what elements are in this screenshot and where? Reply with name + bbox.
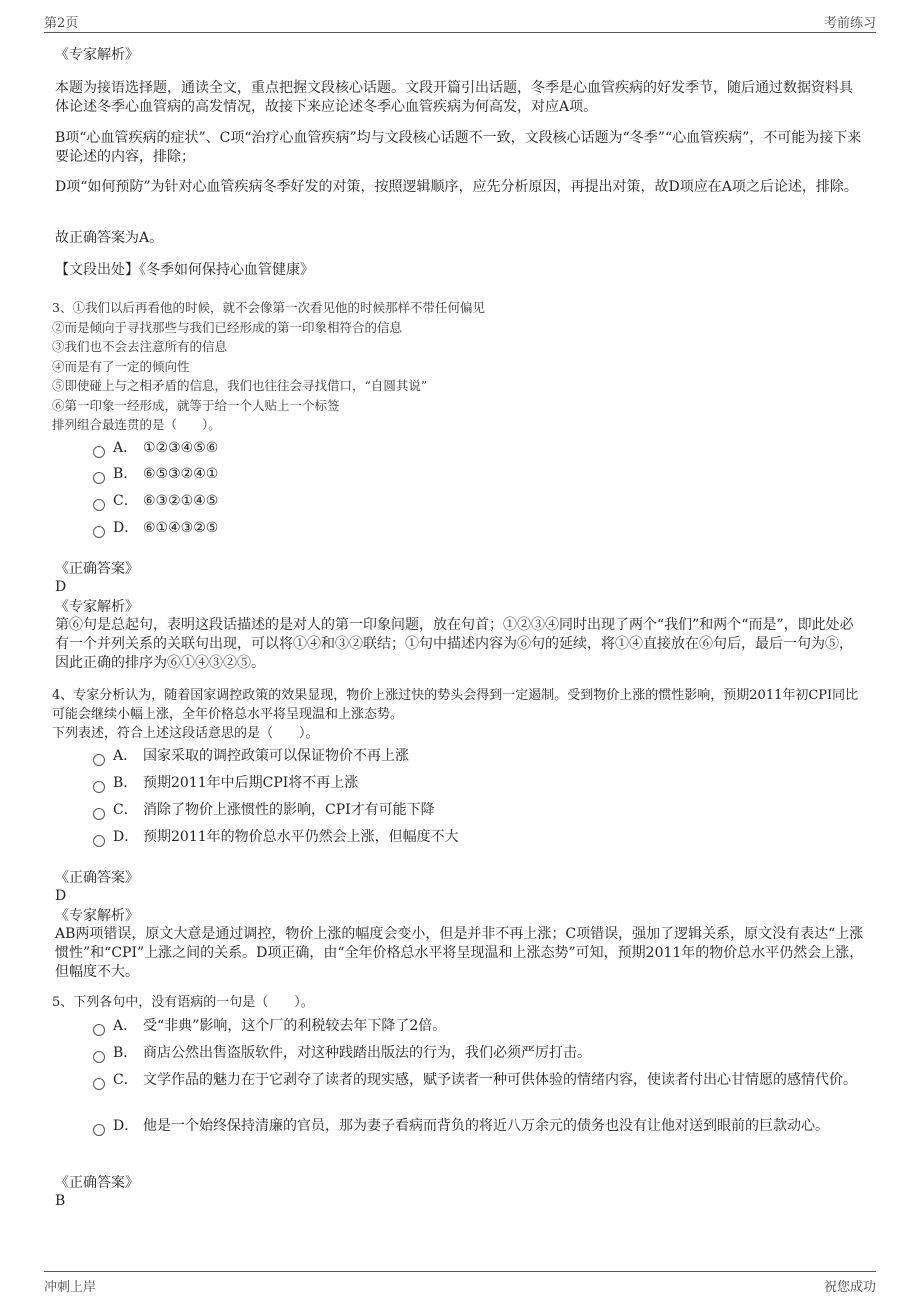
radio-icon[interactable] <box>93 1024 105 1036</box>
q3-stem-line: 3、①我们以后再看他的时候，就不会像第一次看见他的时候那样不带任何偏见 <box>52 300 485 315</box>
radio-icon[interactable] <box>93 472 105 484</box>
q4-option-c[interactable]: C． 消除了物价上涨惯性的影响，CPI才有可能下降 <box>93 799 863 821</box>
q4-option-a[interactable]: A． 国家采取的调控政策可以保证物价不再上涨 <box>93 745 863 767</box>
q5-option-b[interactable]: B． 商店公然出售盗版软件，对这种践踏出版法的行为，我们必须严厉打击。 <box>93 1042 863 1064</box>
q5-answer-label: 《正确答案》 <box>55 1175 139 1191</box>
q3-option-c[interactable]: C． ⑥③②①④⑤ <box>93 490 863 512</box>
q4-analysis: AB两项错误，原文大意是通过调控，物价上涨的幅度会变小，但是并非不再上涨；C项错误，强加了逻辑关系，原文没有表达“上涨惯性”和“CPI”上涨之间的关系。D项正确，由“全年价格总水平将呈现温和上涨态势”可知，预期2011年的物价总水平仍然会上涨，但幅度不大。 <box>55 926 864 980</box>
radio-icon[interactable] <box>93 1124 105 1136</box>
radio-icon[interactable] <box>93 835 105 847</box>
page-header <box>44 12 876 33</box>
q3-option-b[interactable]: B． ⑥⑤③②④① <box>93 463 863 485</box>
q3-stem-line: ③我们也不会去注意所有的信息 <box>52 339 228 354</box>
q2-analysis-p1: 本题为接语选择题，通读全文，重点把握文段核心话题。文段开篇引出话题，冬季是心血管疾病的好发季节，随后通过数据资料具体论述冬季心血管病的高发情况，故接下来应论述冬季心血管疾病为何高发，对应A项。 <box>55 80 853 115</box>
q3-answer: D <box>55 579 67 595</box>
q3-analysis-label: 《专家解析》 <box>55 599 139 615</box>
q3-stem-line: ②而是倾向于寻找那些与我们已经形成的第一印象相符合的信息 <box>52 319 403 335</box>
footer-left-text: 冲刺上岸 <box>44 1280 97 1295</box>
q2-source: 【文段出处】《冬季如何保持心血管健康》 <box>55 262 314 278</box>
q3-stem <box>52 298 862 435</box>
q4-answer-label: 《正确答案》 <box>55 870 139 886</box>
q3-analysis: 第⑥句是总起句，表明这段话描述的是对人的第一印象问题，放在句首；①②③④同时出现了两个“我们”和两个“而是”，即此处必有一个并列关系的关联句出现，可以将①④和③②联结；①句中描述内容为⑥句的延续，将①④直接放在⑥句后，最后一句为⑤，因此正确的排序为⑥①④③②⑤。 <box>55 617 854 671</box>
radio-icon[interactable] <box>93 499 105 511</box>
q5-option-d[interactable]: D． 他是一个始终保持清廉的官员，那为妻子看病而背负的将近八万余元的债务也没有让他对送到眼前的巨款动心。 <box>93 1115 863 1137</box>
q3-stem-line: ④而是有了一定的倾向性 <box>52 358 190 374</box>
radio-icon[interactable] <box>93 808 105 820</box>
q5-option-a[interactable]: A． 受“非典”影响，这个厂的利税较去年下降了2倍。 <box>93 1015 863 1037</box>
q5-stem: 5、下列各句中，没有语病的一句是（ ）。 <box>52 995 314 1010</box>
q5-answer: B <box>55 1193 66 1209</box>
radio-icon[interactable] <box>93 526 105 538</box>
radio-icon[interactable] <box>93 781 105 793</box>
q2-analysis-p2: B项“心血管疾病的症状”、C项“治疗心血管疾病”均与文段核心话题不一致，文段核心话题为“冬季”“心血管疾病”，不可能为接下来要论述的内容，排除； <box>55 130 862 165</box>
header-title: 考前练习 <box>823 16 876 31</box>
q5-option-c[interactable]: C． 文学作品的魅力在于它剥夺了读者的现实感，赋予读者一种可供体验的情绪内容，使读者付出心甘情愿的感情代价。 <box>93 1069 863 1091</box>
radio-icon[interactable] <box>93 1078 105 1090</box>
q3-answer-label: 《正确答案》 <box>55 561 139 577</box>
q4-option-b[interactable]: B． 预期2011年中后期CPI将不再上涨 <box>93 772 863 794</box>
q4-option-d[interactable]: D． 预期2011年的物价总水平仍然会上涨，但幅度不大 <box>93 826 863 848</box>
q4-stem-line: 4、专家分析认为，随着国家调控政策的效果显现，物价上涨过快的势头会得到一定遏制。受到物价上涨的惯性影响，预期2011年初CPI同比可能会继续小幅上涨，全年价格总水平将呈现温和上涨态势。 <box>52 688 859 722</box>
q3-stem-line: 排列组合最连贯的是（ ）。 <box>52 417 221 432</box>
radio-icon[interactable] <box>93 446 105 458</box>
page-number: 第2页 <box>44 16 79 31</box>
q2-answer-statement: 故正确答案为A。 <box>55 230 164 246</box>
q4-stem-line: 下列表述，符合上述这段话意思的是（ ）。 <box>52 726 319 741</box>
q3-stem-line: ⑤即使碰上与之相矛盾的信息，我们也往往会寻找借口，“自圆其说” <box>52 378 428 393</box>
q2-analysis-p3: D项“如何预防”为针对心血管疾病冬季好发的对策，按照逻辑顺序，应先分析原因，再提出对策，故D项应在A项之后论述，排除。 <box>55 179 858 195</box>
q3-option-d[interactable]: D． ⑥①④③②⑤ <box>93 517 863 539</box>
q3-option-a[interactable]: A． ①②③④⑤⑥ <box>93 437 863 459</box>
radio-icon[interactable] <box>93 754 105 766</box>
radio-icon[interactable] <box>93 1051 105 1063</box>
q4-analysis-label: 《专家解析》 <box>55 908 139 924</box>
footer-right-text: 祝您成功 <box>823 1280 876 1295</box>
q4-stem <box>52 686 862 743</box>
q4-answer: D <box>55 888 67 904</box>
q3-stem-line: ⑥第一印象一经形成，就等于给一个人贴上一个标签 <box>52 397 340 413</box>
page-footer <box>44 1271 876 1296</box>
q2-analysis-label: 《专家解析》 <box>55 47 139 63</box>
